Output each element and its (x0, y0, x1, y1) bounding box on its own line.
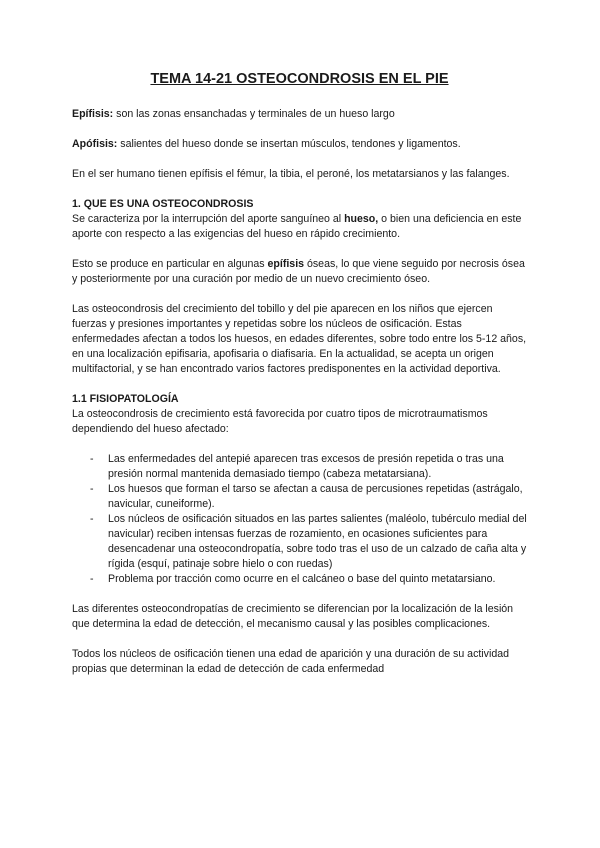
term-apofisis: Apófisis: (72, 138, 118, 150)
section-1-paragraph-2 (72, 257, 527, 287)
list-item-text: Los núcleos de osificación situados en las partes salientes (maléolo, tubérculo medial del navicular) reciben intensas fuerzas de rozamiento, en ocasiones suficientes para desencadenar una osteocondropatía, sobre todo tras el uso de un calzado de caña alta y rígida (esquí, patinaje sobre hielo o con ruedas) (108, 513, 527, 570)
section-1-1-heading: 1.1 FISIOPATOLOGÍA (72, 393, 179, 405)
list-item-text: Las enfermedades del antepié aparecen tras excesos de presión repetida o tras una presión normal mantenida demasiado tiempo (cabeza metatarsiana). (108, 453, 504, 480)
list-item (72, 452, 527, 482)
definition-epifisis (72, 107, 527, 122)
section-1-1-paragraph-after-2: Todos los núcleos de osificación tienen una edad de aparición y una duración de su actividad propias que determinan la edad de detección de cada enfermedad (72, 648, 509, 675)
section-1-p2-text-a: Esto se produce en particular en algunas (72, 258, 268, 270)
section-1-1-paragraph-after-1: Las diferentes osteocondropatías de crecimiento se diferencian por la localización de la lesión que determina la edad de detección, el mecanismo causal y las posibles complicaciones. (72, 603, 514, 630)
document-page (72, 70, 527, 692)
section-1-paragraph-3: Las osteocondrosis del crecimiento del tobillo y del pie aparecen en los niños que ejercen fuerzas y presiones importantes y repetidas sobre los núcleos de osificación. Estas enfermedades afectan a todos los huesos, en edades diferentes, sobre todo entre los 5-12 años, en una localización epifisaria, apofisaria o diafisaria. En la actualidad, se acepta un origen multifactorial, y se han encontrado varios factores predisponentes en la actividad deportiva. (72, 303, 527, 375)
section-1-1-intro: La osteocondrosis de crecimiento está favorecida por cuatro tipos de microtraumatismos dependiendo del hueso afectado: (72, 408, 488, 435)
list-dash: - (90, 483, 94, 495)
section-1-paragraph-1 (72, 212, 527, 242)
list-item (72, 572, 527, 587)
section-1-p2-bold: epífisis (267, 258, 305, 270)
list-dash: - (90, 573, 94, 585)
section-1-p1-bold: hueso, (344, 213, 379, 225)
list-item-text: Los huesos que forman el tarso se afectan a causa de percusiones repetidas (astrágalo, navicular, cuneiforme). (108, 483, 523, 510)
term-epifisis: Epífisis: (72, 108, 114, 120)
list-item-text: Problema por tracción como ocurre en el calcáneo o base del quinto metatarsiano. (108, 573, 496, 585)
list-dash: - (90, 513, 94, 525)
page-title: TEMA 14-21 OSTEOCONDROSIS EN EL PIE (150, 71, 449, 87)
microtrauma-list (72, 452, 527, 587)
list-item (72, 512, 527, 572)
section-1-heading: 1. QUE ES UNA OSTEOCONDROSIS (72, 198, 254, 210)
definition-epifisis-text: son las zonas ensanchadas y terminales de un hueso largo (113, 108, 395, 120)
list-dash: - (90, 453, 94, 465)
definition-apofisis (72, 137, 527, 152)
section-1-p2-text-b: óseas, lo que viene seguido por necrosis ósea y posteriormente por una curación por medio de un nuevo crecimiento óseo. (72, 258, 525, 285)
definition-apofisis-text: salientes del hueso donde se insertan músculos, tendones y ligamentos. (117, 138, 461, 150)
list-item (72, 482, 527, 512)
intro-paragraph: En el ser humano tienen epífisis el fémur, la tibia, el peroné, los metatarsianos y las falanges. (72, 168, 510, 180)
section-1-p1-text-b: o bien una deficiencia en este aporte con respecto a las exigencias del hueso en rápido crecimiento. (72, 213, 522, 240)
section-1-p1-text-a: Se caracteriza por la interrupción del aporte sanguíneo al (72, 213, 345, 225)
